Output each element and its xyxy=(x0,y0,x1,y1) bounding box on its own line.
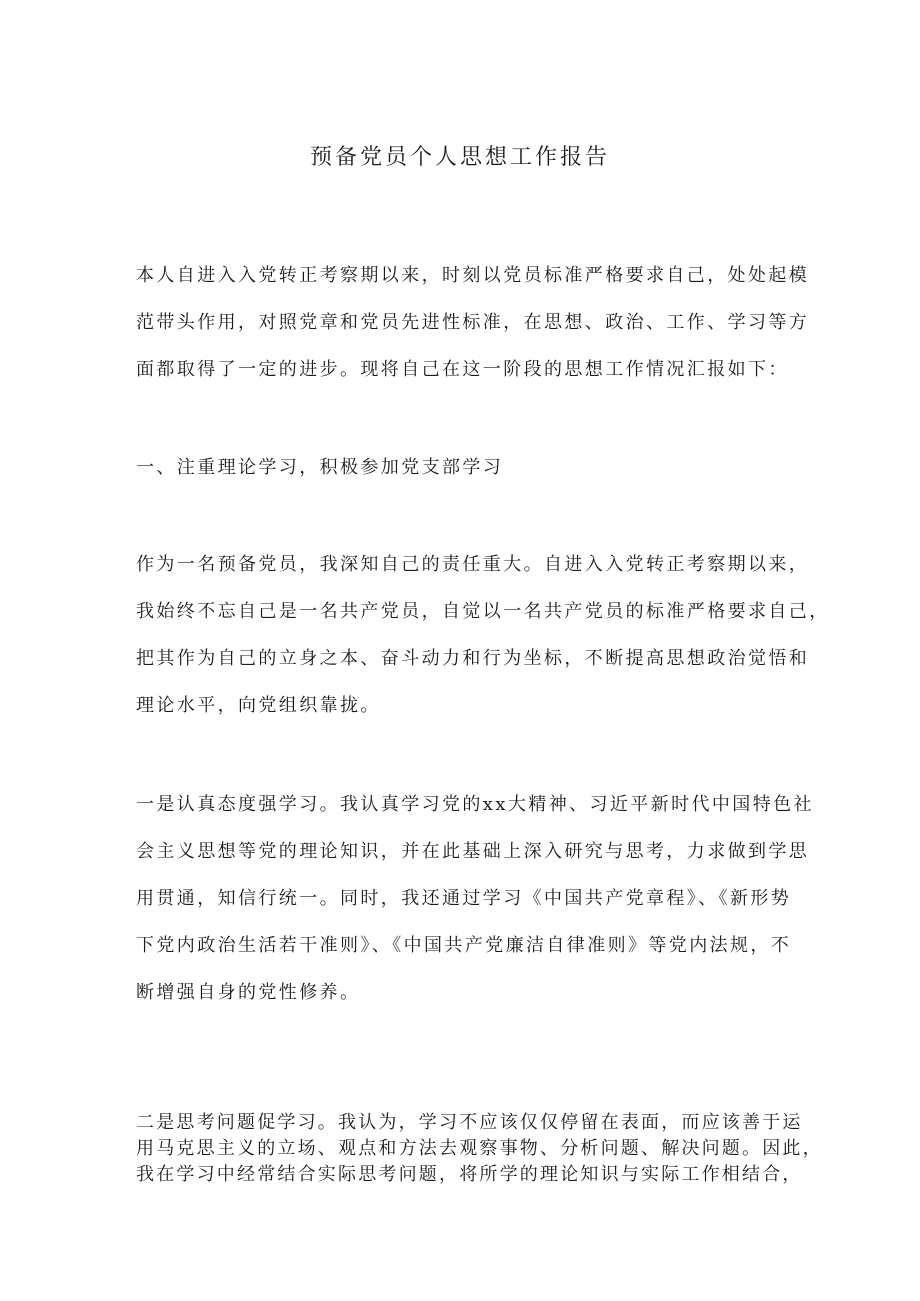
paragraph-line: 二是思考问题促学习。我认为，学习不应该仅仅停留在表面，而应该善于运 xyxy=(136,1112,803,1133)
paragraph-line: 作为一名预备党员，我深知自己的责任重大。自进入入党转正考察期以来， xyxy=(136,554,810,575)
document-title: 预备党员个人思想工作报告 xyxy=(309,145,610,170)
paragraph-line: 断增强自身的党性修养。 xyxy=(136,982,361,1003)
section-heading-1 xyxy=(136,444,796,491)
paragraph-responsibility xyxy=(136,541,830,729)
paragraph-intro xyxy=(136,252,810,393)
paragraph-line: 一是认真态度强学习。我认真学习党的xx大精神、习近平新时代中国特色社 xyxy=(136,794,814,815)
section-heading-text: 一、注重理论学习，积极参加党支部学习 xyxy=(136,457,504,478)
paragraph-line: 用贯通，知信行统一。同时，我还通过学习《中国共产党章程》、《新形势 xyxy=(136,888,792,909)
paragraph-line: 理论水平，向党组织靠拢。 xyxy=(136,695,381,716)
paragraph-line: 会主义思想等党的理论知识，并在此基础上深入研究与思考，力求做到学思 xyxy=(136,841,810,862)
paragraph-line: 用马克思主义的立场、观点和方法去观察事物、分析问题、解决问题。因此， xyxy=(136,1138,823,1159)
paragraph-line: 我始终不忘自己是一名共产党员，自觉以一名共产党员的标准严格要求自己， xyxy=(136,601,830,622)
paragraph-study-attitude xyxy=(136,781,814,1016)
paragraph-line: 我在学习中经常结合实际思考问题，将所学的理论知识与实际工作相结合， xyxy=(136,1164,803,1185)
paragraph-line: 下党内政治生活若干准则》、《中国共产党廉洁自律准则》等党内法规，不 xyxy=(136,935,792,956)
paragraph-thinking xyxy=(136,1110,823,1188)
paragraph-line: 本人自进入入党转正考察期以来，时刻以党员标准严格要求自己，处处起模 xyxy=(136,265,810,286)
paragraph-line: 范带头作用，对照党章和党员先进性标准，在思想、政治、工作、学习等方 xyxy=(136,312,810,333)
paragraph-line: 把其作为自己的立身之本、奋斗动力和行为坐标，不断提高思想政治觉悟和 xyxy=(136,648,810,669)
paragraph-line: 面都取得了一定的进步。现将自己在这一阶段的思想工作情况汇报如下： xyxy=(136,359,789,380)
